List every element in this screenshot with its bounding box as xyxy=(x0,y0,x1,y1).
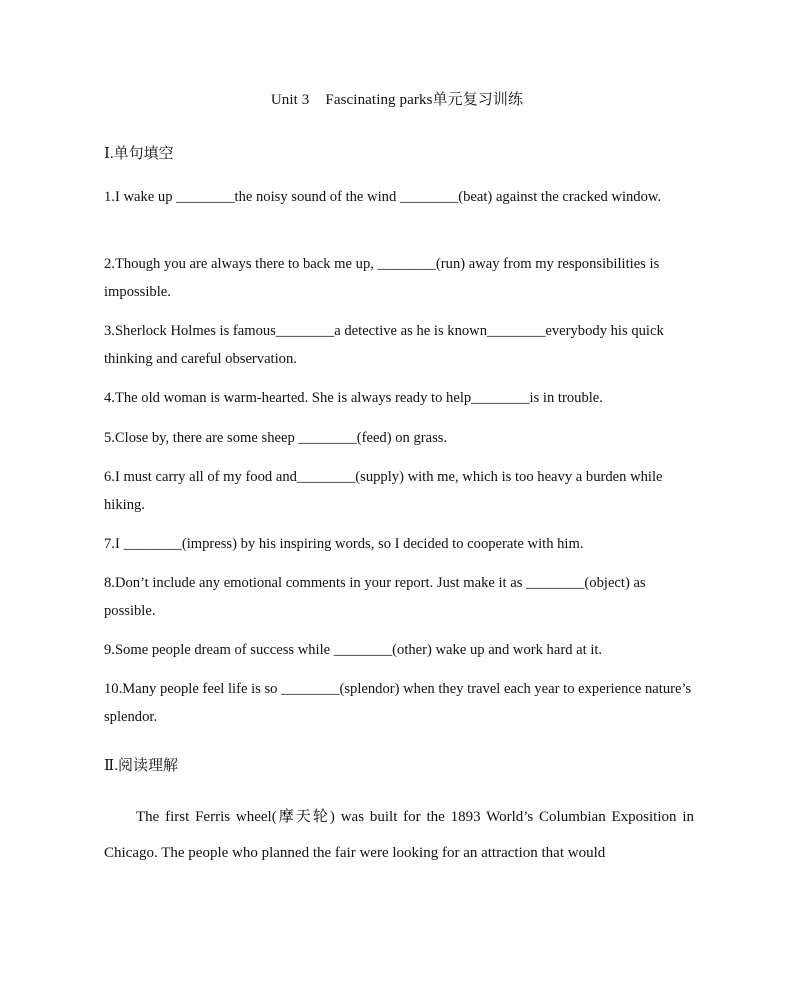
page-title xyxy=(0,88,794,109)
question-item-3: 3.Sherlock Holmes is famous________a detective as he is known________everybody his quick thinking and careful observation. xyxy=(104,323,668,367)
reading-paragraph: The first Ferris wheel(摩天轮) was built for the 1893 World’s Columbian Exposition in Chicago. The people who planned the fair were looking for an attraction that would xyxy=(104,809,694,861)
question-item-1: 1.I wake up ________the noisy sound of the wind ________(beat) against the cracked window. xyxy=(104,189,662,205)
question-item-6: 6.I must carry all of my food and________(supply) with me, which is too heavy a burden while hiking. xyxy=(104,469,667,513)
title-unit: Unit 3 xyxy=(270,92,310,108)
question-item-9: 9.Some people dream of success while ________(other) wake up and work hard at it. xyxy=(104,642,603,658)
title-topic: Fascinating parks单元复习训练 xyxy=(325,92,524,108)
question-item-4: 4.The old woman is warm-hearted. She is always ready to help________is in trouble. xyxy=(104,390,603,406)
section-heading-reading: Ⅱ.阅读理解 xyxy=(104,758,178,774)
question-item-7: 7.I ________(impress) by his inspiring words, so I decided to cooperate with him. xyxy=(104,536,584,552)
question-item-5: 5.Close by, there are some sheep ________(feed) on grass. xyxy=(104,430,448,446)
question-item-8: 8.Don’t include any emotional comments in your report. Just make it as ________(object) as possible. xyxy=(104,575,650,619)
question-item-10: 10.Many people feel life is so ________(splendor) when they travel each year to experience nature’s splendor. xyxy=(104,681,695,725)
question-item-2: 2.Though you are always there to back me up, ________(run) away from my responsibilities is impossible. xyxy=(104,256,663,300)
section-heading-fill-in: Ⅰ.单句填空 xyxy=(104,146,174,162)
